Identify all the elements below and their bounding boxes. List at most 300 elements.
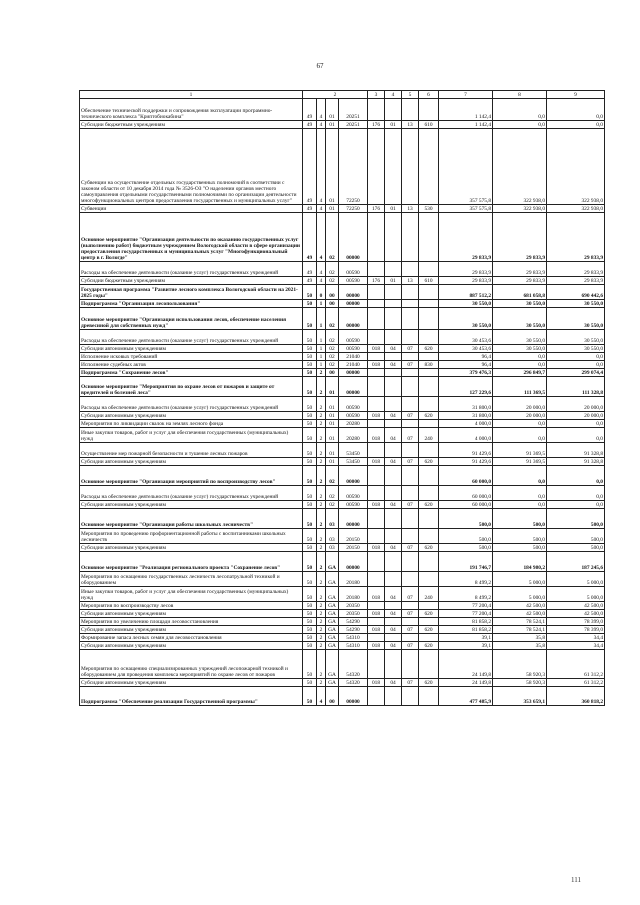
- csr-subprogram: 4: [317, 205, 326, 213]
- table-row: [80, 121, 605, 129]
- amount-year-1: 30 550,0: [439, 308, 493, 330]
- csr-subprogram: 4: [317, 121, 326, 129]
- expense-type: [419, 443, 439, 458]
- csr-direction: 53450: [339, 443, 368, 458]
- subsection-code: [402, 397, 419, 412]
- row-name: Основное мероприятие "Реализация регионального проекта "Сохранение лесов": [80, 552, 303, 572]
- expense-type: 620: [419, 345, 439, 353]
- subsection-code: [402, 129, 419, 205]
- table-row: [80, 572, 605, 587]
- csr-program: 50: [303, 353, 317, 361]
- amount-year-2: 0,0: [493, 486, 547, 501]
- table-row: [80, 353, 605, 361]
- amount-year-3: 34,4: [547, 634, 605, 642]
- csr-program: 50: [303, 345, 317, 353]
- amount-year-3: 0,0: [547, 420, 605, 428]
- csr-subprogram: 2: [317, 397, 326, 412]
- csr-program: 49: [303, 121, 317, 129]
- amount-year-3: 30 550,0: [547, 330, 605, 345]
- amount-year-1: 60 000,0: [439, 501, 493, 509]
- csr-program: 50: [303, 397, 317, 412]
- csr-subprogram: 2: [317, 420, 326, 428]
- amount-year-2: 30 550,0: [493, 300, 547, 308]
- csr-program: 49: [303, 213, 317, 262]
- csr-direction: 00000: [339, 308, 368, 330]
- grbs-code: 018: [368, 501, 385, 509]
- csr-direction: 00000: [339, 466, 368, 486]
- row-name: Субсидии автономным учреждениям: [80, 458, 303, 466]
- amount-year-2: 91 369,5: [493, 458, 547, 466]
- grbs-code: 018: [368, 412, 385, 420]
- amount-year-1: 77 200,4: [439, 602, 493, 610]
- grbs-code: [368, 369, 385, 377]
- amount-year-2: 29 833,9: [493, 262, 547, 277]
- csr-subprogram: 2: [317, 650, 326, 679]
- csr-event: 02: [326, 361, 339, 369]
- csr-program: 50: [303, 361, 317, 369]
- row-name: Расходы на обеспечение деятельности (оказание услуг) государственных учреждений: [80, 486, 303, 501]
- grbs-code: 018: [368, 458, 385, 466]
- amount-year-2: 500,0: [493, 544, 547, 552]
- csr-program: 50: [303, 420, 317, 428]
- csr-program: 50: [303, 587, 317, 602]
- csr-program: 50: [303, 369, 317, 377]
- amount-year-3: 111 328,8: [547, 377, 605, 397]
- amount-year-2: 184 980,2: [493, 552, 547, 572]
- grbs-code: 018: [368, 345, 385, 353]
- row-name: Субсидии автономным учреждениям: [80, 345, 303, 353]
- section-code: 04: [385, 501, 402, 509]
- amount-year-1: 127 229,6: [439, 377, 493, 397]
- subsection-code: [402, 466, 419, 486]
- csr-direction: 54290: [339, 618, 368, 626]
- subsection-code: 07: [402, 412, 419, 420]
- section-code: 04: [385, 642, 402, 650]
- row-name: Субвенции: [80, 205, 303, 213]
- csr-program: 50: [303, 572, 317, 587]
- expense-type: [419, 308, 439, 330]
- csr-program: 50: [303, 687, 317, 706]
- expense-type: [419, 285, 439, 300]
- csr-direction: 20150: [339, 544, 368, 552]
- amount-year-2: 500,0: [493, 509, 547, 529]
- section-code: 01: [385, 277, 402, 285]
- section-code: [385, 529, 402, 544]
- csr-subprogram: 2: [317, 679, 326, 687]
- subsection-code: [402, 572, 419, 587]
- amount-year-2: 0,0: [493, 420, 547, 428]
- csr-event: 01: [326, 377, 339, 397]
- amount-year-3: 0,0: [547, 353, 605, 361]
- subsection-code: [402, 308, 419, 330]
- subsection-code: [402, 634, 419, 642]
- row-name: Мероприятия по воспроизводству лесов: [80, 602, 303, 610]
- expense-type: 620: [419, 626, 439, 634]
- csr-subprogram: 1: [317, 345, 326, 353]
- csr-direction: 72250: [339, 205, 368, 213]
- amount-year-3: 91 328,8: [547, 443, 605, 458]
- table-row: [80, 361, 605, 369]
- csr-program: 50: [303, 308, 317, 330]
- csr-subprogram: 2: [317, 428, 326, 443]
- csr-event: 00: [326, 285, 339, 300]
- amount-year-1: 477 485,9: [439, 687, 493, 706]
- table-row: [80, 377, 605, 397]
- csr-program: 50: [303, 486, 317, 501]
- grbs-code: 018: [368, 679, 385, 687]
- csr-subprogram: 2: [317, 377, 326, 397]
- column-header: 6: [419, 91, 439, 99]
- subsection-code: [402, 99, 419, 121]
- csr-event: 03: [326, 509, 339, 529]
- csr-direction: 72250: [339, 129, 368, 205]
- amount-year-2: 0,0: [493, 121, 547, 129]
- section-code: [385, 397, 402, 412]
- subsection-code: 07: [402, 428, 419, 443]
- csr-direction: 00000: [339, 377, 368, 397]
- table-row: [80, 679, 605, 687]
- section-code: 01: [385, 205, 402, 213]
- csr-event: 01: [326, 121, 339, 129]
- csr-direction: 00590: [339, 412, 368, 420]
- row-name: Субсидии бюджетным учреждениям: [80, 121, 303, 129]
- amount-year-1: 39,1: [439, 634, 493, 642]
- amount-year-1: 8 499,2: [439, 587, 493, 602]
- csr-direction: 00000: [339, 285, 368, 300]
- grbs-code: 018: [368, 642, 385, 650]
- row-name: Исполнение судебных актов: [80, 361, 303, 369]
- amount-year-3: 61 312,2: [547, 679, 605, 687]
- table-row: [80, 650, 605, 679]
- csr-program: 50: [303, 618, 317, 626]
- amount-year-2: 78 524,1: [493, 618, 547, 626]
- expense-type: 530: [419, 205, 439, 213]
- section-code: 04: [385, 679, 402, 687]
- csr-program: 49: [303, 129, 317, 205]
- amount-year-3: 187 245,6: [547, 552, 605, 572]
- subsection-code: 07: [402, 587, 419, 602]
- csr-event: 01: [326, 458, 339, 466]
- subsection-code: [402, 650, 419, 679]
- subsection-code: 07: [402, 501, 419, 509]
- amount-year-1: 8 499,2: [439, 572, 493, 587]
- csr-subprogram: 2: [317, 509, 326, 529]
- amount-year-1: 31 800,0: [439, 412, 493, 420]
- csr-program: 50: [303, 552, 317, 572]
- section-code: [385, 377, 402, 397]
- amount-year-2: 42 500,0: [493, 602, 547, 610]
- column-header: 2: [303, 91, 368, 99]
- csr-subprogram: 2: [317, 466, 326, 486]
- table-row: [80, 420, 605, 428]
- table-row: [80, 300, 605, 308]
- csr-subprogram: 2: [317, 412, 326, 420]
- csr-subprogram: 4: [317, 687, 326, 706]
- csr-subprogram: 1: [317, 361, 326, 369]
- subsection-code: [402, 353, 419, 361]
- expense-type: [419, 529, 439, 544]
- csr-program: 50: [303, 501, 317, 509]
- csr-program: 50: [303, 650, 317, 679]
- csr-direction: 21040: [339, 361, 368, 369]
- expense-type: [419, 377, 439, 397]
- grbs-code: [368, 353, 385, 361]
- amount-year-3: 0,0: [547, 486, 605, 501]
- subsection-code: [402, 529, 419, 544]
- amount-year-1: 30 550,0: [439, 300, 493, 308]
- amount-year-3: 29 833,9: [547, 262, 605, 277]
- subsection-code: 07: [402, 626, 419, 634]
- row-name: Мероприятия по увеличению площади лесовосстановления: [80, 618, 303, 626]
- amount-year-1: 500,0: [439, 544, 493, 552]
- csr-direction: 54290: [339, 626, 368, 634]
- section-code: 04: [385, 544, 402, 552]
- amount-year-3: 500,0: [547, 509, 605, 529]
- section-code: [385, 602, 402, 610]
- table-row: [80, 642, 605, 650]
- amount-year-1: 29 833,9: [439, 213, 493, 262]
- row-name: Субсидии автономным учреждениям: [80, 412, 303, 420]
- csr-subprogram: 2: [317, 602, 326, 610]
- amount-year-1: 96,4: [439, 361, 493, 369]
- csr-program: 49: [303, 205, 317, 213]
- row-name: Расходы на обеспечение деятельности (оказание услуг) государственных учреждений: [80, 397, 303, 412]
- csr-direction: 20350: [339, 602, 368, 610]
- table-row: [80, 466, 605, 486]
- csr-direction: 20251: [339, 121, 368, 129]
- table-row: [80, 330, 605, 345]
- expense-type: [419, 486, 439, 501]
- amount-year-3: 0,0: [547, 501, 605, 509]
- csr-subprogram: 1: [317, 353, 326, 361]
- csr-direction: 00000: [339, 687, 368, 706]
- csr-direction: 20251: [339, 99, 368, 121]
- expense-type: [419, 420, 439, 428]
- amount-year-3: 30 550,0: [547, 308, 605, 330]
- row-name: Подпрограмма "Обеспечение реализации Государственной программы": [80, 687, 303, 706]
- amount-year-1: 357 575,8: [439, 129, 493, 205]
- subsection-code: [402, 618, 419, 626]
- amount-year-1: 39,1: [439, 642, 493, 650]
- grbs-code: [368, 618, 385, 626]
- table-row: [80, 443, 605, 458]
- subsection-code: 07: [402, 679, 419, 687]
- csr-event: 01: [326, 205, 339, 213]
- csr-subprogram: 4: [317, 99, 326, 121]
- row-name: Обеспечение технической поддержки и сопровождения эксплуатации программно-технического комплекса "Криптобиокабина": [80, 99, 303, 121]
- csr-event: GA: [326, 602, 339, 610]
- csr-event: 00: [326, 687, 339, 706]
- csr-event: 02: [326, 466, 339, 486]
- subsection-code: [402, 213, 419, 262]
- subsection-code: [402, 369, 419, 377]
- amount-year-2: 322 938,0: [493, 129, 547, 205]
- table-row: [80, 262, 605, 277]
- csr-subprogram: 2: [317, 486, 326, 501]
- amount-year-3: 5 000,0: [547, 587, 605, 602]
- grbs-code: [368, 377, 385, 397]
- amount-year-2: 29 833,9: [493, 277, 547, 285]
- csr-event: 01: [326, 129, 339, 205]
- csr-direction: 00590: [339, 277, 368, 285]
- csr-direction: 00590: [339, 262, 368, 277]
- table-row: [80, 458, 605, 466]
- grbs-code: [368, 308, 385, 330]
- amount-year-1: 24 149,8: [439, 679, 493, 687]
- section-code: 04: [385, 412, 402, 420]
- subsection-code: 13: [402, 205, 419, 213]
- row-name: Мероприятия по проведению профориентационной работы с воспитанниками школьных лесничеств: [80, 529, 303, 544]
- subsection-code: [402, 509, 419, 529]
- amount-year-1: 1 142,4: [439, 121, 493, 129]
- table-row: [80, 285, 605, 300]
- grbs-code: [368, 509, 385, 529]
- row-name: Мероприятия по оснащению государственных лесничеств лесопатрульной техникой и оборудованием: [80, 572, 303, 587]
- subsection-code: 07: [402, 642, 419, 650]
- subsection-code: [402, 377, 419, 397]
- grbs-code: [368, 330, 385, 345]
- amount-year-3: 20 000,0: [547, 412, 605, 420]
- csr-direction: 20180: [339, 587, 368, 602]
- table-row: [80, 587, 605, 602]
- table-row: [80, 428, 605, 443]
- amount-year-3: 29 833,9: [547, 213, 605, 262]
- table-row: [80, 213, 605, 262]
- csr-event: GA: [326, 587, 339, 602]
- subsection-code: [402, 262, 419, 277]
- expense-type: 240: [419, 587, 439, 602]
- table-row: [80, 687, 605, 706]
- row-name: Подпрограмма "Организация лесопользования": [80, 300, 303, 308]
- amount-year-3: 34,4: [547, 642, 605, 650]
- section-code: [385, 650, 402, 679]
- table-row: [80, 610, 605, 618]
- grbs-code: [368, 529, 385, 544]
- amount-year-2: 30 550,0: [493, 345, 547, 353]
- row-name: Основное мероприятие "Организация мероприятий по воспроизводству лесов": [80, 466, 303, 486]
- csr-event: 02: [326, 330, 339, 345]
- csr-subprogram: 4: [317, 262, 326, 277]
- csr-subprogram: 4: [317, 129, 326, 205]
- amount-year-1: 4 000,0: [439, 420, 493, 428]
- table-row: [80, 486, 605, 501]
- csr-subprogram: 2: [317, 544, 326, 552]
- grbs-code: 018: [368, 428, 385, 443]
- table-row: [80, 529, 605, 544]
- csr-program: 50: [303, 634, 317, 642]
- amount-year-2: 35,8: [493, 634, 547, 642]
- expense-type: 620: [419, 458, 439, 466]
- subsection-code: 13: [402, 277, 419, 285]
- table-row: [80, 618, 605, 626]
- row-name: Расходы на обеспечение деятельности (оказание услуг) государственных учреждений: [80, 330, 303, 345]
- subsection-code: 07: [402, 345, 419, 353]
- amount-year-1: 60 000,0: [439, 466, 493, 486]
- grbs-code: [368, 572, 385, 587]
- amount-year-2: 91 369,5: [493, 443, 547, 458]
- row-name: Формирование запаса лесных семян для лесовосстановления: [80, 634, 303, 642]
- grbs-code: [368, 213, 385, 262]
- grbs-code: 018: [368, 587, 385, 602]
- expense-type: [419, 262, 439, 277]
- csr-direction: 21040: [339, 353, 368, 361]
- csr-event: 02: [326, 501, 339, 509]
- table-row: [80, 509, 605, 529]
- amount-year-3: 322 938,0: [547, 205, 605, 213]
- section-code: 04: [385, 361, 402, 369]
- row-name: Иные закупки товаров, работ и услуг для обеспечения государственных (муниципальных) нужд: [80, 428, 303, 443]
- amount-year-2: 353 659,1: [493, 687, 547, 706]
- section-code: 04: [385, 428, 402, 443]
- amount-year-3: 30 550,0: [547, 345, 605, 353]
- amount-year-3: 0,0: [547, 121, 605, 129]
- table-row: [80, 129, 605, 205]
- amount-year-2: 58 920,3: [493, 650, 547, 679]
- csr-program: 50: [303, 679, 317, 687]
- section-code: [385, 129, 402, 205]
- row-name: Основное мероприятие "Организация работы школьных лесничеств": [80, 509, 303, 529]
- section-code: [385, 369, 402, 377]
- amount-year-2: 42 500,0: [493, 610, 547, 618]
- section-code: 04: [385, 345, 402, 353]
- amount-year-3: 0,0: [547, 99, 605, 121]
- grbs-code: [368, 300, 385, 308]
- csr-event: 02: [326, 262, 339, 277]
- csr-event: 01: [326, 397, 339, 412]
- csr-program: 50: [303, 330, 317, 345]
- amount-year-2: 30 550,0: [493, 330, 547, 345]
- grbs-code: 018: [368, 610, 385, 618]
- section-code: 04: [385, 610, 402, 618]
- column-header: 8: [493, 91, 547, 99]
- row-name: Субсидии автономным учреждениям: [80, 544, 303, 552]
- csr-program: 49: [303, 262, 317, 277]
- amount-year-3: 78 399,0: [547, 626, 605, 634]
- csr-event: GA: [326, 642, 339, 650]
- grbs-code: [368, 443, 385, 458]
- csr-direction: 00590: [339, 486, 368, 501]
- csr-program: 50: [303, 544, 317, 552]
- amount-year-1: 60 000,0: [439, 486, 493, 501]
- expense-type: 610: [419, 121, 439, 129]
- section-code: [385, 99, 402, 121]
- expense-type: [419, 129, 439, 205]
- row-name: Осуществление мер пожарной безопасности и тушение лесных пожаров: [80, 443, 303, 458]
- amount-year-1: 500,0: [439, 529, 493, 544]
- grbs-code: 176: [368, 121, 385, 129]
- amount-year-2: 322 938,0: [493, 205, 547, 213]
- amount-year-3: 360 818,2: [547, 687, 605, 706]
- csr-direction: 00000: [339, 300, 368, 308]
- amount-year-3: 20 000,0: [547, 397, 605, 412]
- csr-program: 50: [303, 443, 317, 458]
- amount-year-3: 0,0: [547, 428, 605, 443]
- csr-event: GA: [326, 610, 339, 618]
- csr-direction: 20280: [339, 428, 368, 443]
- section-code: [385, 687, 402, 706]
- amount-year-3: 500,0: [547, 544, 605, 552]
- expense-type: 620: [419, 544, 439, 552]
- csr-direction: 00590: [339, 330, 368, 345]
- amount-year-2: 58 920,3: [493, 679, 547, 687]
- row-name: Основное мероприятие "Организация деятельности по оказанию государственных услуг (выполнению работ) бюджетным учреждением Вологодской области в сфере организации предоставления государственных и муниципальных услуг "Многофункциональный центр в г. Вологде": [80, 213, 303, 262]
- subsection-code: [402, 443, 419, 458]
- csr-event: GA: [326, 552, 339, 572]
- row-name: Субвенции на осуществление отдельных государственных полномочий в соответствии с законом области от 10 декабря 2014 года № 3526-ОЗ "О наделении органов местного самоуправления отдельными государственными полномочиями по организации деятельности многофункциональных центров предоставления государственных и муниципальных услуг": [80, 129, 303, 205]
- expense-type: [419, 602, 439, 610]
- row-name: Субсидии бюджетным учреждениям: [80, 277, 303, 285]
- csr-event: GA: [326, 679, 339, 687]
